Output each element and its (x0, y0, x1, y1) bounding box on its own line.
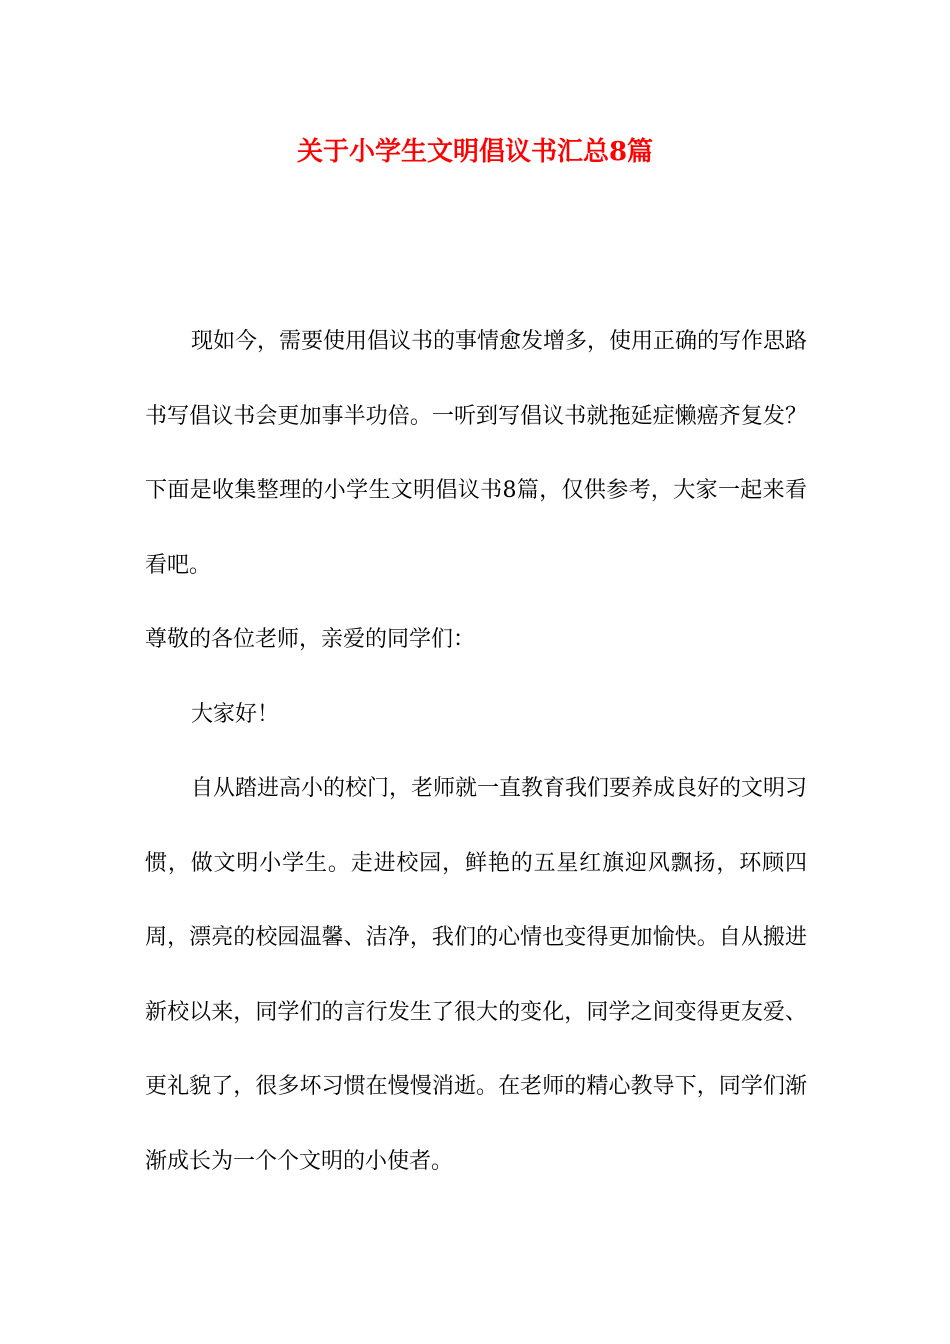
document-body (145, 305, 807, 1199)
salutation-paragraph: 尊敬的各位老师，亲爱的同学们： (145, 627, 476, 652)
body-paragraph: 自从踏进高小的校门，老师就一直教育我们要养成良好的文明习惯，做文明小学生。走进校园，鲜艳的五星红旗迎风飘扬，环顾四周，漂亮的校园温馨、洁净，我们的心情也变得更加愉快。自从搬进新校以来，同学们的言行发生了很大的变化，同学之间变得更友爱、更礼貌了，很多坏习惯在慢慢消逝。在老师的精心教导下，同学们渐渐成长为一个个文明的小使者。 (145, 776, 808, 1174)
intro-paragraph: 现如今，需要使用倡议书的事情愈发增多，使用正确的写作思路书写倡议书会更加事半功倍。一听到写倡议书就拖延症懒癌齐复发？下面是收集整理的小学生文明倡议书8篇，仅供参考，大家一起来看看吧。 (145, 329, 808, 578)
document-title: 关于小学生文明倡议书汇总8篇 (296, 137, 654, 167)
greeting-paragraph: 大家好！ (191, 701, 280, 727)
